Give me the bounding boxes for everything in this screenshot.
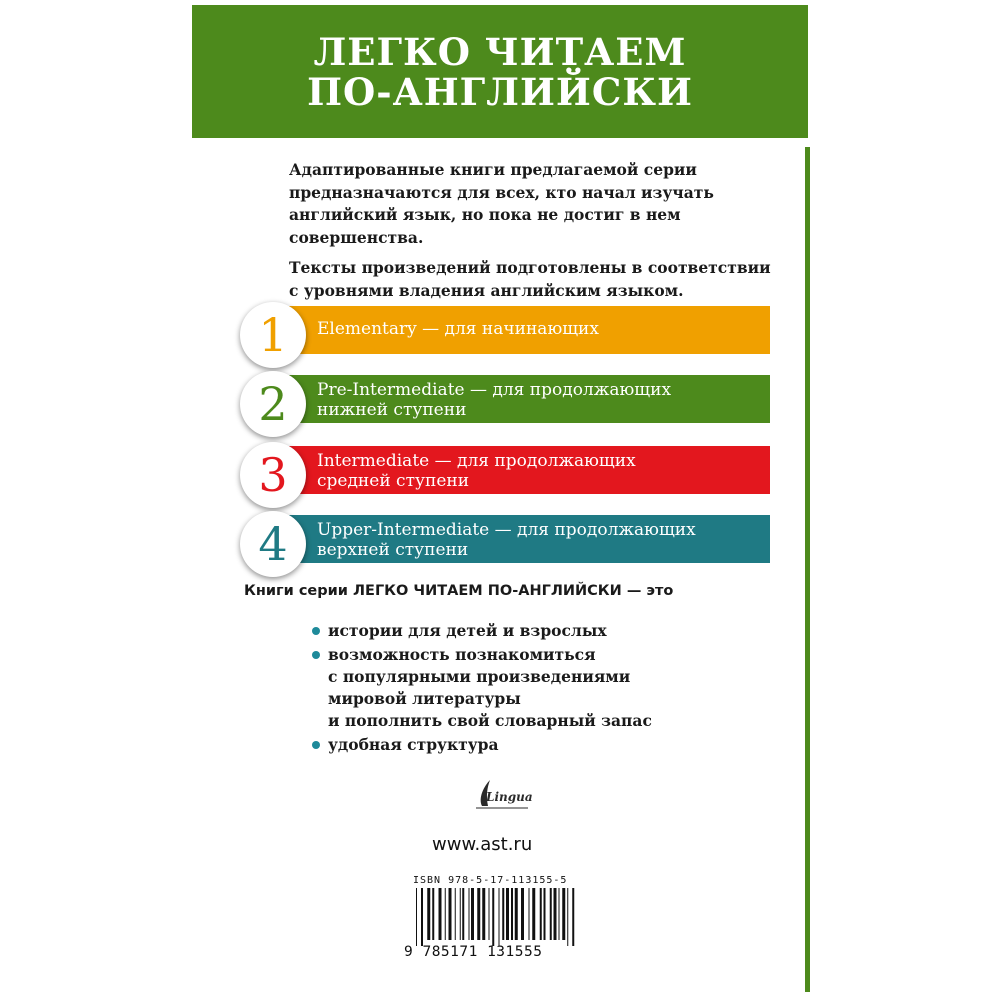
barcode-bar <box>477 888 480 940</box>
intro-line: Адаптированные книги предлагаемой серии <box>289 160 697 179</box>
barcode-bar <box>482 888 485 940</box>
series-lead-text: Книги серии ЛЕГКО ЧИТАЕМ ПО-АНГЛИЙСКИ — это <box>244 583 674 599</box>
intro-line: Тексты произведений подготовлены в соответствии <box>289 258 771 277</box>
level-3-line: Intermediate — для продолжающих <box>317 451 636 471</box>
list-item-line: возможность познакомиться <box>328 645 596 664</box>
logo-text: Lingua <box>486 790 533 804</box>
level-4-text <box>317 520 696 560</box>
barcode-bar <box>506 888 509 940</box>
barcode-bar <box>550 888 552 940</box>
barcode-bar <box>455 888 456 940</box>
bullet-dot-icon <box>312 741 320 749</box>
level-3-line: средней ступени <box>317 471 470 491</box>
list-item-line: удобная структура <box>328 735 499 754</box>
benefits-list <box>312 620 732 758</box>
spine-accent-line <box>805 147 810 992</box>
intro-paragraph-2 <box>289 257 771 302</box>
list-item <box>312 734 732 756</box>
barcode-bar <box>432 888 434 940</box>
barcode-bar <box>462 888 464 940</box>
level-4-number: 4 <box>240 511 306 577</box>
level-1-line: Elementary — для начинающих <box>317 319 599 339</box>
barcode-bar <box>492 888 494 946</box>
level-3-row <box>240 442 770 512</box>
level-3-text <box>317 451 636 491</box>
lingua-logo-icon <box>468 776 538 816</box>
barcode-bar <box>515 888 518 940</box>
list-item-line: с популярными произведениями <box>328 667 631 686</box>
level-2-line: нижней ступени <box>317 400 467 420</box>
intro-line: предназначаются для всех, кто начал изучать <box>289 182 714 202</box>
list-item-line: и пополнить свой словарный запас <box>328 711 652 730</box>
series-title-line-2: ПО-АНГЛИЙСКИ <box>307 69 693 114</box>
list-item <box>312 644 732 732</box>
bullet-dot-icon <box>312 627 320 635</box>
barcode-bar <box>532 888 535 940</box>
barcode-bar <box>511 888 513 940</box>
list-item <box>312 620 732 642</box>
level-4-line: Upper-Intermediate — для продолжающих <box>317 520 696 540</box>
level-3-number: 3 <box>240 442 306 508</box>
barcode-bar <box>521 888 524 940</box>
barcode-bar <box>544 888 546 940</box>
level-4-line: верхней ступени <box>317 540 469 560</box>
intro-line: английский язык, но пока не достиг в нем <box>289 205 681 224</box>
barcode-bar <box>559 888 560 940</box>
barcode-bar <box>445 888 446 940</box>
barcode-bar <box>540 888 542 940</box>
barcode-bar <box>471 888 474 940</box>
level-2-line: Pre-Intermediate — для продолжающих <box>317 380 672 400</box>
list-item-line: мировой литературы <box>328 689 521 708</box>
level-2-row <box>240 371 770 441</box>
intro-line: совершенства. <box>289 227 424 247</box>
bullet-dot-icon <box>312 651 320 659</box>
series-title-line-1: ЛЕГКО ЧИТАЕМ <box>313 29 687 74</box>
barcode-bar <box>416 888 417 946</box>
barcode-bar <box>489 888 490 940</box>
barcode-bar <box>562 888 565 940</box>
barcode-bar <box>449 888 452 940</box>
barcode-bar <box>572 888 574 946</box>
level-1-row <box>240 302 770 372</box>
barcode <box>412 888 588 948</box>
intro-text <box>289 159 771 302</box>
barcode-bar <box>529 888 530 940</box>
barcode-bar <box>460 888 461 940</box>
level-4-row <box>240 511 770 581</box>
intro-paragraph-1 <box>289 159 759 249</box>
series-header <box>192 5 808 138</box>
barcode-bar <box>439 888 442 940</box>
website-link[interactable]: www.ast.ru <box>432 834 533 855</box>
barcode-bar <box>427 888 430 940</box>
intro-line: с уровнями владения английским языком. <box>289 280 684 300</box>
isbn-text: ISBN 978-5-17-113155-5 <box>413 875 568 886</box>
barcode-bar <box>502 888 504 940</box>
barcode-digits: 9 785171 131555 <box>404 944 543 960</box>
barcode-bar <box>554 888 557 940</box>
list-item-line: истории для детей и взрослых <box>328 621 607 640</box>
barcode-bar <box>421 888 423 946</box>
level-1-number: 1 <box>240 302 306 368</box>
level-2-number: 2 <box>240 371 306 437</box>
level-2-text <box>317 380 671 420</box>
barcode-bar <box>469 888 470 940</box>
barcode-bar <box>499 888 500 946</box>
level-1-text <box>317 319 599 339</box>
barcode-bar <box>567 888 568 946</box>
